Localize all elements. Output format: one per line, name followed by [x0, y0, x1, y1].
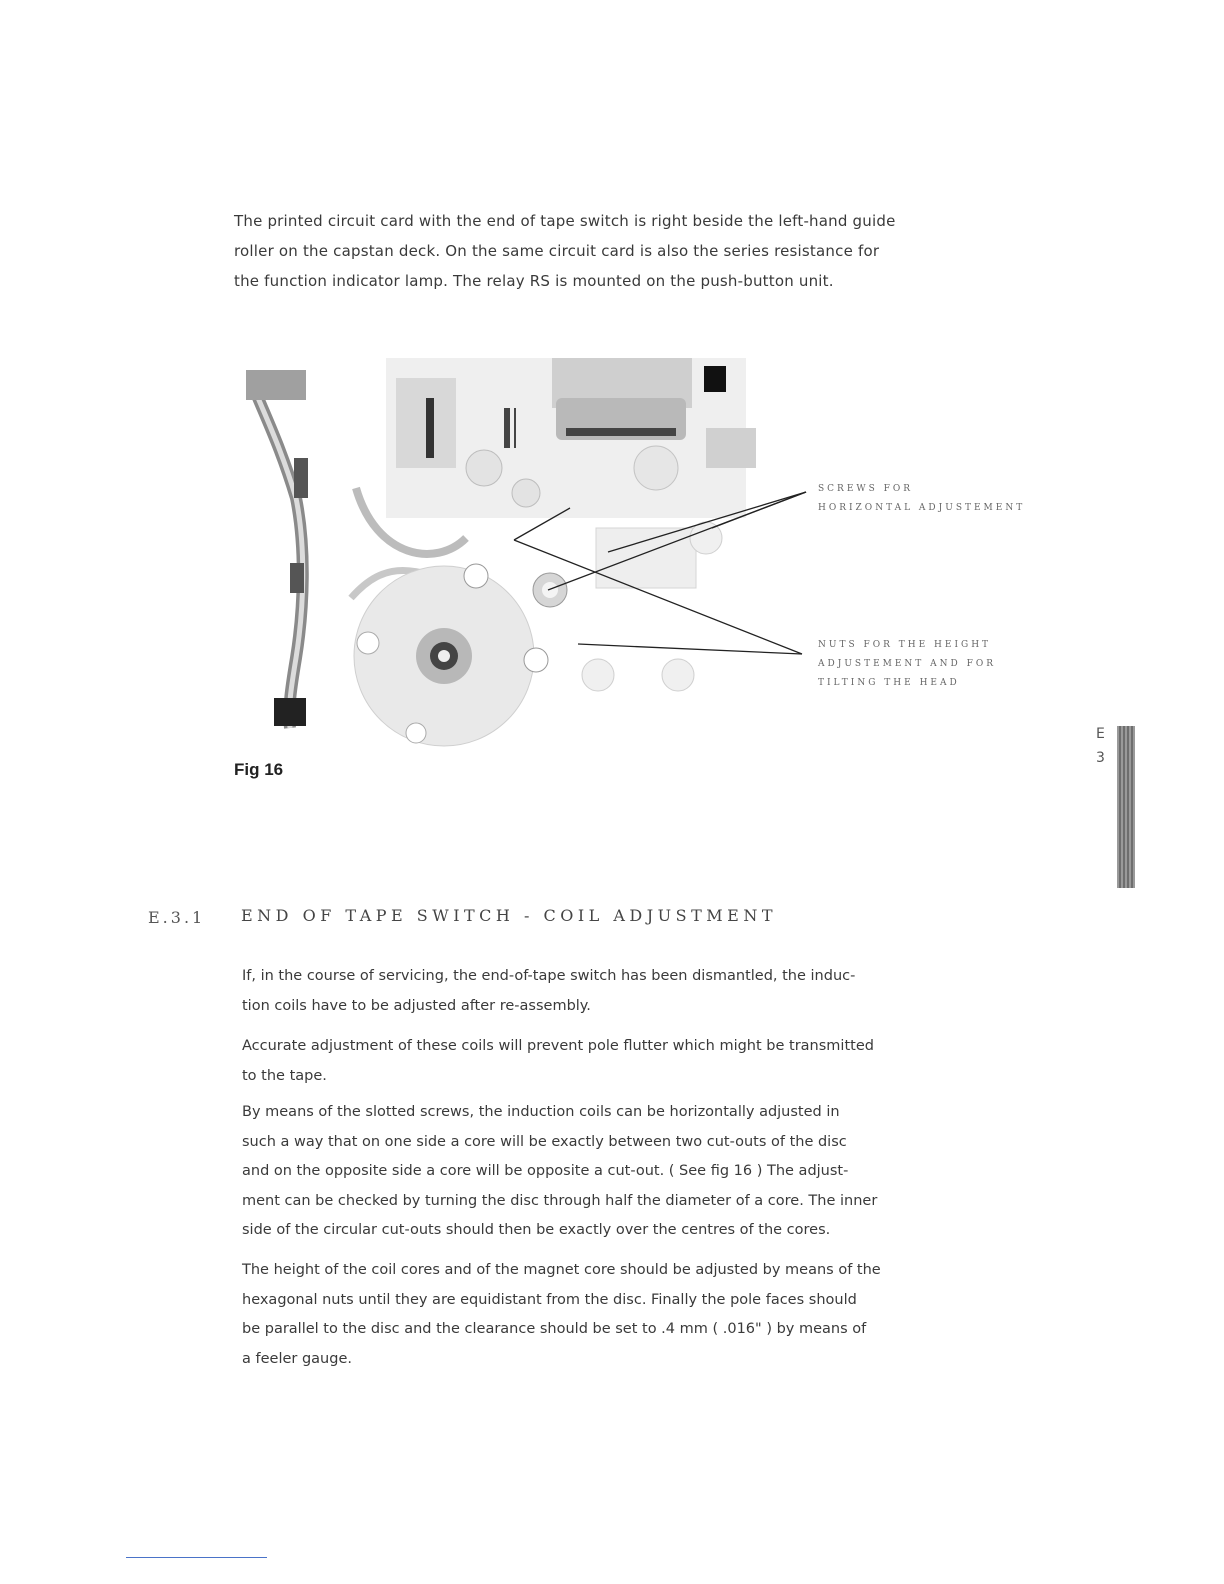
section-number: E.3.1	[148, 908, 206, 927]
intro-line: the function indicator lamp. The relay RS is mounted on the push-button unit.	[234, 272, 834, 290]
body-line: be parallel to the disc and the clearance should be set to .4 mm ( .016" ) by means of	[242, 1321, 867, 1337]
callout-line: TILTING THE HEAD	[818, 678, 960, 688]
callout-screws	[818, 480, 1025, 518]
body-paragraph	[242, 1256, 982, 1374]
intro-paragraph	[234, 206, 974, 296]
body-paragraph	[242, 1032, 982, 1091]
body-line: tion coils have to be adjusted after re-assembly.	[242, 997, 591, 1014]
side-tab-bar	[1117, 726, 1135, 888]
body-line: The height of the coil cores and of the magnet core should be adjusted by means of the	[242, 1262, 881, 1278]
body-paragraph	[242, 1098, 982, 1246]
side-tab-letter: E	[1096, 726, 1105, 742]
callout-nuts	[818, 636, 996, 693]
body-line: side of the circular cut-outs should then be exactly over the centres of the cores.	[242, 1222, 831, 1238]
side-tab-number: 3	[1096, 750, 1105, 766]
body-line: ment can be checked by turning the disc through half the diameter of a core. The inner	[242, 1192, 878, 1209]
callout-line: ADJUSTEMENT AND FOR	[818, 659, 997, 669]
body-line: Accurate adjustment of these coils will prevent pole flutter which might be transmitted	[242, 1038, 874, 1054]
figure-16-photo	[236, 358, 1006, 758]
body-line: hexagonal nuts until they are equidistant from the disc. Finally the pole faces should	[242, 1291, 857, 1308]
callout-line: HORIZONTAL ADJUSTEMENT	[818, 503, 1026, 513]
intro-line: roller on the capstan deck. On the same circuit card is also the series resistance for	[234, 242, 880, 260]
body-line: a feeler gauge.	[242, 1350, 352, 1367]
footer-rule	[126, 1557, 267, 1558]
body-line: to the tape.	[242, 1067, 327, 1084]
body-paragraph	[242, 962, 982, 1021]
body-line: such a way that on one side a core will be exactly between two cut-outs of the disc	[242, 1133, 847, 1150]
body-line: By means of the slotted screws, the induction coils can be horizontally adjusted in	[242, 1104, 840, 1120]
body-line: If, in the course of servicing, the end-of-tape switch has been dismantled, the induc-	[242, 968, 856, 984]
callout-line: SCREWS FOR	[818, 484, 914, 494]
cable-plug	[274, 698, 306, 726]
intro-line: The printed circuit card with the end of tape switch is right beside the left-hand guide	[234, 212, 896, 230]
body-line: and on the opposite side a core will be opposite a cut-out. ( See fig 16 ) The adjust-	[242, 1163, 849, 1179]
figure-caption: Fig 16	[234, 760, 284, 779]
callout-line: NUTS FOR THE HEIGHT	[818, 640, 992, 650]
section-title: END OF TAPE SWITCH - COIL ADJUSTMENT	[241, 906, 777, 925]
